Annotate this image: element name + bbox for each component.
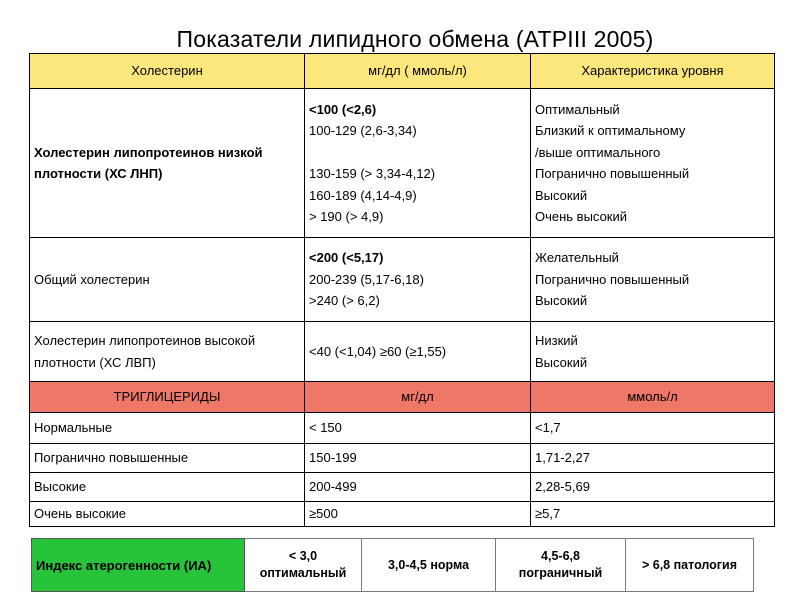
ia-pathology-text: > 6,8 патология	[641, 557, 737, 572]
table-row-total-cholesterol	[30, 238, 775, 322]
tg-mg: ≥500	[305, 502, 531, 527]
ia-optimal-text: оптимальный	[259, 566, 347, 580]
tg-mg: 150-199	[305, 444, 531, 473]
ldl-value-empty	[309, 142, 526, 164]
table-row	[30, 473, 775, 502]
header-triglycerides	[30, 382, 305, 413]
ia-optimal	[245, 539, 362, 592]
triglycerides-header-row	[30, 382, 775, 413]
header-mmol-label: ммоль/л	[627, 389, 678, 405]
table-row	[30, 502, 775, 527]
total-cholesterol-level: Погранично повышенный	[535, 271, 690, 287]
tg-mmol: 2,28-5,69	[531, 473, 775, 502]
header-mg-mmol: мг/дл ( ммоль/л)	[305, 54, 531, 89]
ldl-values	[305, 89, 531, 238]
total-cholesterol-value: 200-239 (5,17-6,18)	[309, 271, 424, 287]
atherogenic-index-table	[31, 538, 754, 592]
tg-mmol: <1,7	[531, 413, 775, 444]
ldl-level: Высокий	[535, 187, 588, 203]
ia-optimal-value: < 3,0	[288, 549, 318, 563]
ldl-level: Оптимальный	[535, 101, 620, 117]
total-cholesterol-levels	[531, 238, 775, 322]
tg-label: Нормальные	[30, 413, 305, 444]
ldl-value: 100-129 (2,6-3,34)	[309, 123, 417, 138]
table-row-hdl	[30, 322, 775, 382]
header-cholesterol: Холестерин	[30, 54, 305, 89]
atherogenic-index-label: Индекс атерогенности (ИА)	[32, 539, 245, 592]
total-cholesterol-label: Общий холестерин	[30, 238, 305, 322]
lipid-table	[29, 53, 775, 527]
page-title: Показатели липидного обмена (ATPIII 2005)	[176, 26, 654, 52]
hdl-label: Холестерин липопротеинов высокой плотности (ХС ЛВП)	[30, 322, 305, 382]
table-row-ldl	[30, 89, 775, 238]
ia-norm-text: 3,0-4,5 норма	[387, 557, 470, 572]
tg-label: Очень высокие	[30, 502, 305, 527]
header-mg-label: мг/дл	[401, 389, 434, 405]
header-mg	[305, 382, 531, 413]
tg-label: Высокие	[30, 473, 305, 502]
hdl-levels	[531, 322, 775, 382]
ldl-level: /выше оптимального	[535, 144, 661, 160]
header-mmol	[531, 382, 775, 413]
ldl-value: 160-189 (4,14-4,9)	[309, 187, 417, 203]
ia-pathology	[626, 539, 754, 592]
tg-label: Погранично повышенные	[30, 444, 305, 473]
table-row	[30, 413, 775, 444]
total-cholesterol-level: Желательный	[535, 250, 619, 266]
hdl-value: <40 (<1,04) ≥60 (≥1,55)	[305, 322, 531, 382]
ia-borderline-text: пограничный	[518, 566, 603, 580]
ldl-level: Близкий к оптимальному	[535, 123, 686, 138]
total-cholesterol-values	[305, 238, 531, 322]
header-level-characteristic: Характеристика уровня	[531, 54, 775, 89]
tg-mmol: 1,71-2,27	[531, 444, 775, 473]
ia-borderline	[496, 539, 626, 592]
total-cholesterol-level: Высокий	[535, 293, 588, 309]
total-cholesterol-value: >240 (> 6,2)	[309, 293, 380, 309]
ldl-value: <100 (<2,6)	[309, 101, 377, 117]
tg-mg: < 150	[305, 413, 531, 444]
ldl-levels	[531, 89, 775, 238]
ldl-level: Очень высокий	[535, 209, 628, 224]
hdl-level: Низкий	[535, 333, 578, 348]
tg-mg: 200-499	[305, 473, 531, 502]
table-row	[30, 444, 775, 473]
ia-borderline-value: 4,5-6,8	[541, 549, 580, 563]
ldl-value: 130-159 (> 3,34-4,12)	[309, 166, 436, 181]
tg-mmol: ≥5,7	[531, 502, 775, 527]
total-cholesterol-value: <200 (<5,17)	[309, 250, 384, 266]
ldl-level: Погранично повышенный	[535, 166, 690, 181]
cholesterol-header-row	[30, 54, 775, 89]
ia-norm	[362, 539, 496, 592]
atherogenic-index-row	[32, 539, 754, 592]
ldl-label: Холестерин липопротеинов низкой плотности (ХС ЛНП)	[30, 89, 305, 238]
hdl-level: Высокий	[535, 354, 588, 370]
ldl-value: > 190 (> 4,9)	[309, 209, 384, 224]
header-triglycerides-label: ТРИГЛИЦЕРИДЫ	[113, 389, 221, 405]
